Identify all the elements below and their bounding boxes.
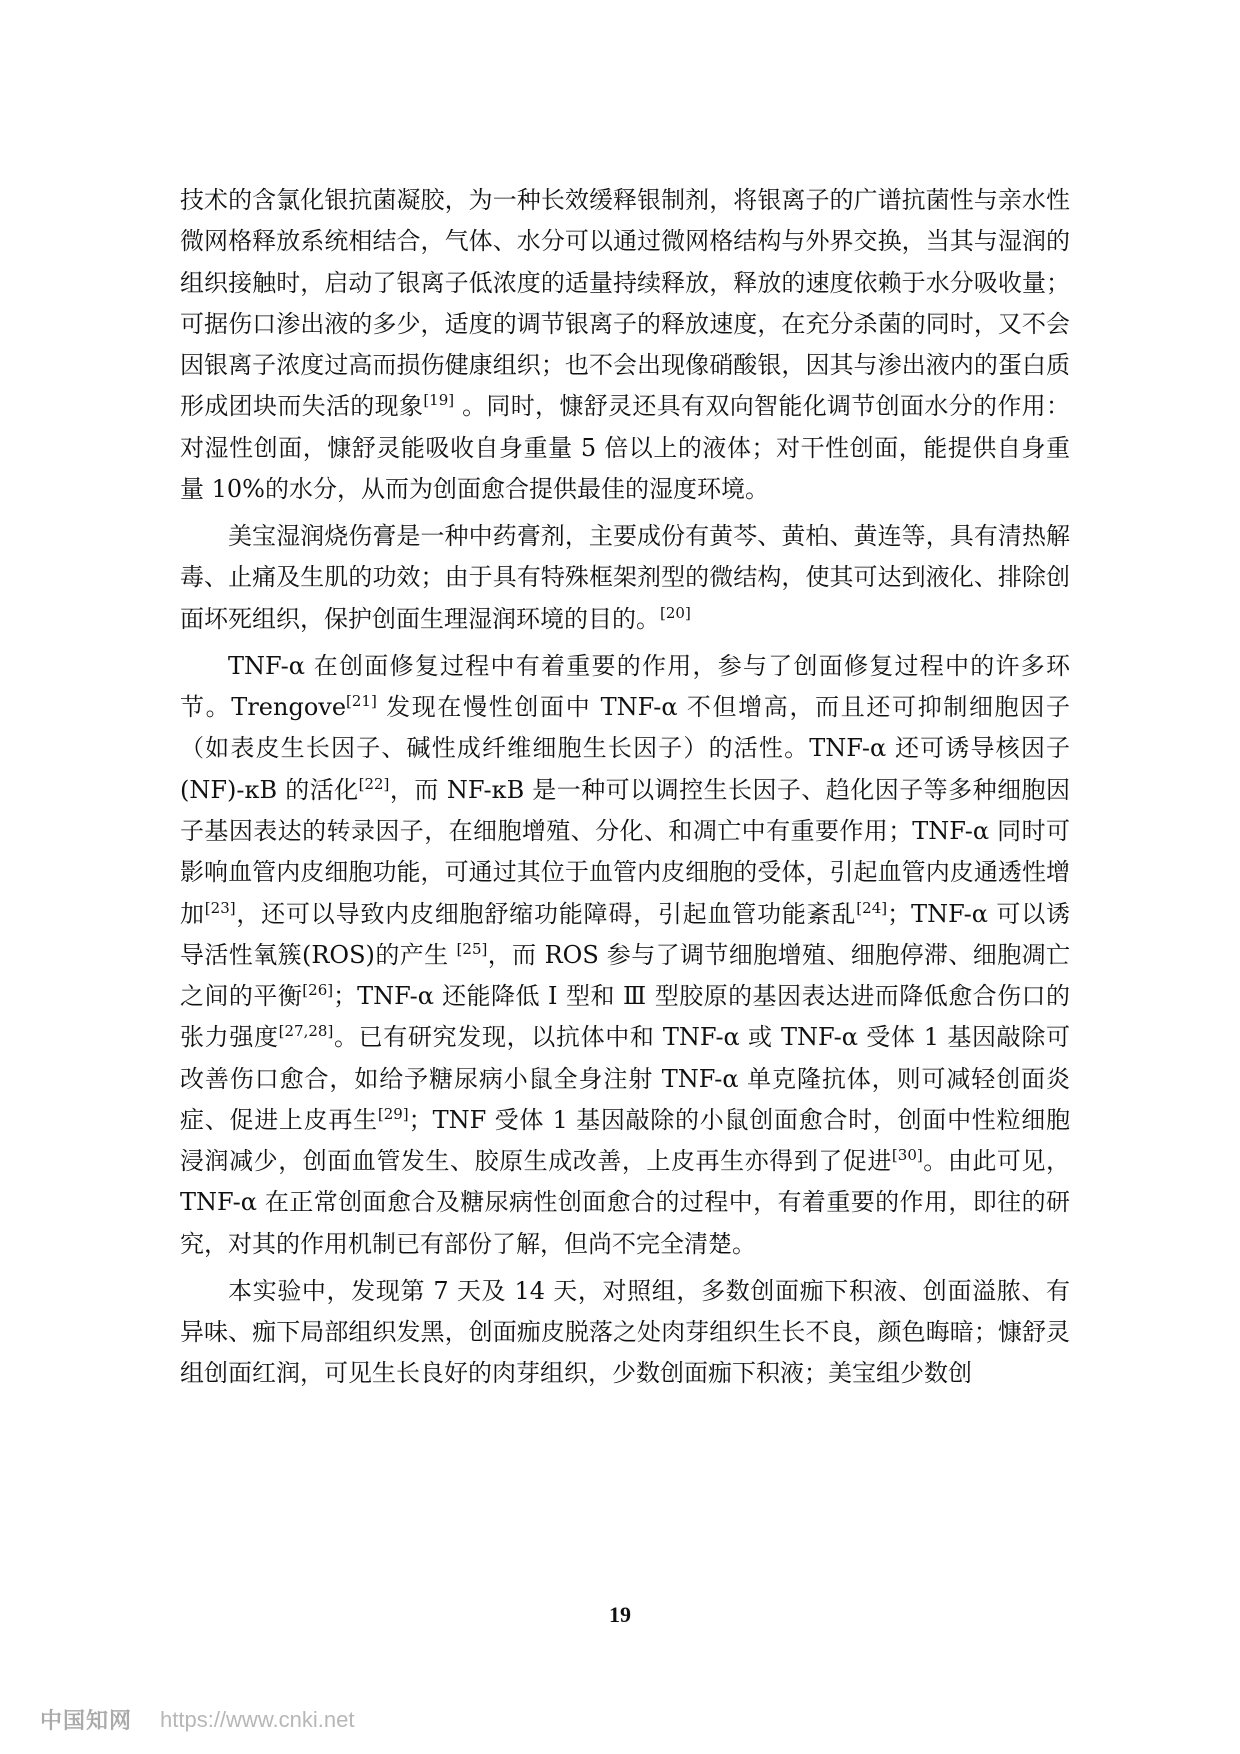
- text-run: 技术的含氯化银抗菌凝胶，为一种长效缓释银制剂，将银离子的广谱抗菌性与亲水性微网格释放系统相结合，气体、水分可以通过微网格结构与外界交换，当其与湿润的组织接触时，启动了银离子低浓度的适量持续释放，释放的速度依赖于水分吸收量；可据伤口渗出液的多少，适度的调节银离子的释放速度，在充分杀菌的同时，又不会因银离子浓度过高而损伤健康组织；也不会出现像硝酸银，因其与渗出液内的蛋白质形成团块而失活的现象: [180, 186, 1070, 421]
- citation-ref: [25]: [456, 939, 488, 958]
- text-run: 。已有研究发现，以抗体中和 TNF-α 或 TNF-α 受体 1 基因敲除可改善伤口愈合，如给予糖尿病小鼠全身注射 TNF-α 单克隆抗体，则可减轻创面炎症、促进上皮再生: [180, 1023, 1071, 1134]
- text-run: ，而 ROS 参与了调节细胞增殖、细胞停滞、细胞凋亡之间的平衡: [180, 940, 1070, 1011]
- text-run: 美宝湿润烧伤膏是一种中药膏剂，主要成份有黄芩、黄柏、黄连等，具有清热解毒、止痛及生肌的功效；由于具有特殊框架剂型的微结构，使其可达到液化、排除创面坏死组织，保护创面生理湿润环境的目的。: [180, 522, 1070, 633]
- citation-ref: [27,28]: [278, 1022, 334, 1041]
- citation-ref: [29]: [377, 1104, 409, 1123]
- text-run: ，还可以导致内皮细胞舒缩功能障碍，引起血管功能紊乱: [235, 899, 857, 928]
- citation-ref: [21]: [346, 692, 377, 711]
- text-run: 。由此可见，TNF-α 在正常创面愈合及糖尿病性创面愈合的过程中，有着重要的作用，即往的研究，对其的作用机制已有部份了解，但尚不完全清楚。: [180, 1147, 1071, 1258]
- citation-ref: [23]: [204, 898, 236, 917]
- body-text: [180, 180, 1070, 1395]
- text-run: 。同时，慷舒灵还具有双向智能化调节创面水分的作用：对湿性创面，慷舒灵能吸收自身重量 5 倍以上的液体；对干性创面，能提供自身重量 10%的水分，从而为创面愈合提供最佳的湿度环境。: [180, 392, 1070, 503]
- text-run: TNF-α 在创面修复过程中有着重要的作用，参与了创面修复过程中的许多环节。Trengove: [180, 651, 1070, 722]
- citation-ref: [30]: [891, 1146, 923, 1165]
- text-run: ，而 NF-κB 是一种可以调控生长因子、趋化因子等多种细胞因子基因表达的转录因子，在细胞增殖、分化、和凋亡中有重要作用；TNF-α 同时可影响血管内皮细胞功能，可通过其位于血管内皮细胞的受体，引起血管内皮通透性增加: [180, 775, 1070, 928]
- citation-ref: [26]: [302, 981, 334, 1000]
- citation-ref: [24]: [856, 898, 888, 917]
- text-run: 发现在慢性创面中 TNF-α 不但增高，而且还可抑制细胞因子（如表皮生长因子、碱性成纤维细胞生长因子）的活性。TNF-α 还可诱导核因子(NF)-κB 的活化: [180, 693, 1070, 804]
- cnki-url: https://www.cnki.net: [160, 1706, 355, 1732]
- text-run: ；TNF 受体 1 基因敲除的小鼠创面愈合时，创面中性粒细胞浸润减少，创面血管发生、胶原生成改善，上皮再生亦得到了促进: [180, 1105, 1070, 1176]
- text-run: ；TNF-α 可以诱导活性氧簇(ROS)的产生: [180, 899, 1071, 969]
- text-run: 本实验中，发现第 7 天及 14 天，对照组，多数创面痂下积液、创面溢脓、有异味、痂下局部组织发黑，创面痂皮脱落之处肉芽组织生长不良，颜色晦暗；慷舒灵组创面红润，可见生长良好的肉芽组织，少数创面痂下积液；美宝组少数创: [180, 1276, 1070, 1388]
- page-number: 19: [609, 1602, 631, 1627]
- paragraph-p2: [180, 516, 1070, 640]
- paragraph-p4: [180, 1271, 1070, 1395]
- citation-ref: [19]: [423, 391, 455, 410]
- citation-ref: [22]: [358, 774, 390, 793]
- paragraph-p3: [180, 646, 1070, 1265]
- cnki-watermark: [40, 1704, 354, 1735]
- paragraph-p1: [180, 180, 1070, 510]
- cnki-logo: 中国知网: [40, 1708, 133, 1733]
- text-run: ；TNF-α 还能降低 Ⅰ 型和 Ⅲ 型胶原的基因表达进而降低愈合伤口的张力强度: [180, 982, 1071, 1052]
- citation-ref: [20]: [660, 603, 691, 622]
